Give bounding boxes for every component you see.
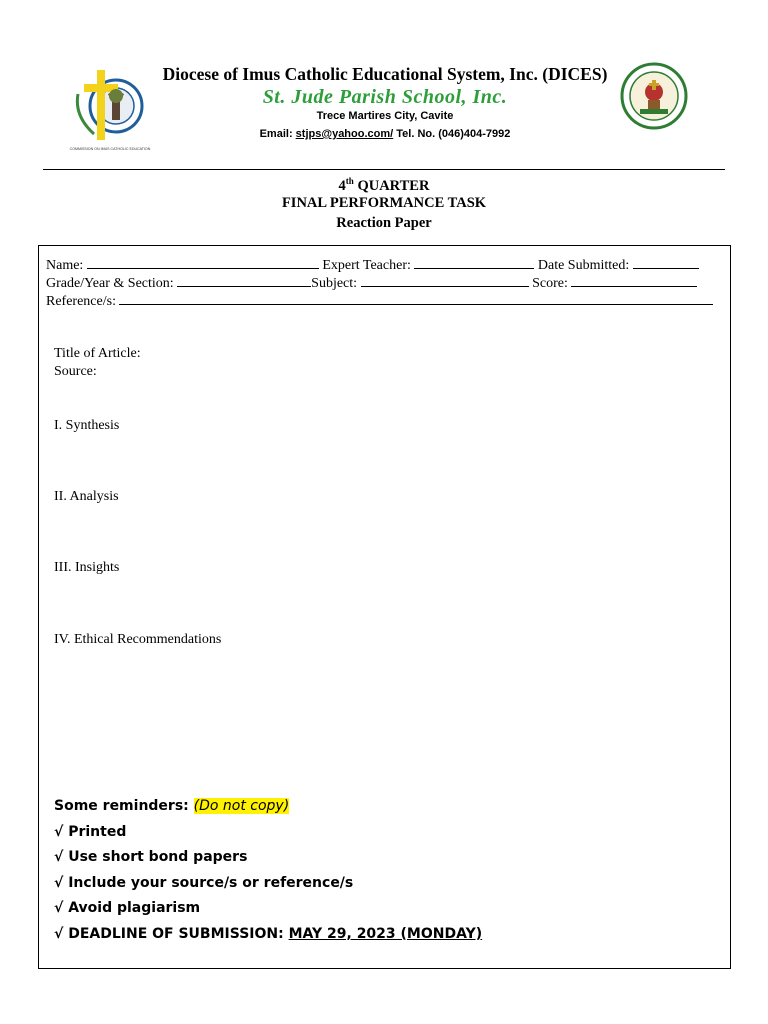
- reminder-item: √ Include your source/s or reference/s: [54, 875, 354, 891]
- tel-number: Tel. No. (046)404-7992: [396, 128, 511, 140]
- school-city: Trece Martires City, Cavite: [316, 110, 454, 122]
- deadline-date: MAY 29, 2023 (MONDAY): [288, 926, 483, 942]
- form-row-3: [46, 292, 713, 310]
- dices-logo: [64, 64, 156, 152]
- date-submitted-label: Date Submitted:: [537, 258, 630, 273]
- reminders-heading: Some reminders: (Do not copy): [54, 798, 290, 814]
- expert-teacher-label: Expert Teacher:: [322, 258, 411, 273]
- ethical-recommendations-heading: IV. Ethical Recommendations: [54, 632, 222, 647]
- subject-field[interactable]: [361, 274, 529, 287]
- reminder-item: √ Avoid plagiarism: [54, 900, 201, 916]
- do-not-copy-note: (Do not copy): [193, 798, 290, 814]
- left-logo-caption: COMMISSION ON IMUS CATHOLIC EDUCATION: [69, 147, 151, 151]
- school-seal-logo: [620, 62, 688, 130]
- paper-title: Reaction Paper: [336, 215, 432, 231]
- name-field[interactable]: [87, 256, 319, 269]
- expert-teacher-field[interactable]: [414, 256, 534, 269]
- score-label: Score:: [532, 276, 568, 291]
- subject-label: Subject:: [311, 276, 358, 291]
- header-divider: [43, 169, 725, 170]
- reminder-item: √ Use short bond papers: [54, 849, 248, 865]
- grade-field[interactable]: [177, 274, 311, 287]
- quarter-title: 4th QUARTER: [338, 176, 430, 194]
- deadline-line: [54, 926, 482, 942]
- grade-label: Grade/Year & Section:: [46, 276, 174, 291]
- deadline-label: √ DEADLINE OF SUBMISSION:: [54, 926, 284, 942]
- reference-field[interactable]: [119, 292, 713, 305]
- form-row-1: [46, 256, 699, 274]
- contact-line: [150, 128, 620, 140]
- synthesis-heading: I. Synthesis: [54, 418, 120, 433]
- form-row-2: [46, 274, 697, 292]
- school-name: St. Jude Parish School, Inc.: [262, 86, 508, 108]
- date-submitted-field[interactable]: [633, 256, 699, 269]
- task-title: FINAL PERFORMANCE TASK: [281, 195, 487, 211]
- reference-label: Reference/s:: [46, 294, 116, 309]
- score-field[interactable]: [571, 274, 697, 287]
- analysis-heading: II. Analysis: [54, 489, 119, 504]
- source-label: Source:: [54, 364, 97, 379]
- email-link[interactable]: stjps@yahoo.com/: [295, 128, 394, 140]
- title-of-article-label: Title of Article:: [54, 346, 141, 361]
- diocese-name: Diocese of Imus Catholic Educational System, Inc. (DICES): [162, 64, 608, 84]
- name-label: Name:: [46, 258, 84, 273]
- insights-heading: III. Insights: [54, 560, 120, 575]
- email-label: Email:: [259, 128, 293, 140]
- reminder-item: √ Printed: [54, 824, 127, 840]
